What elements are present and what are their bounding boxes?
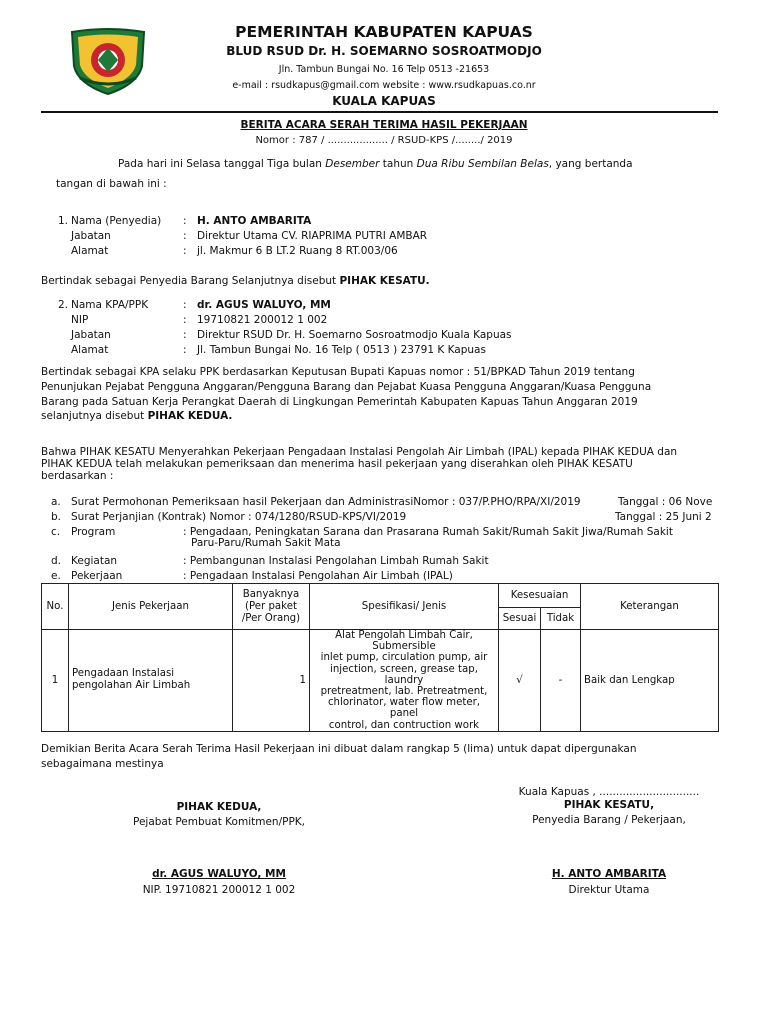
row-tidak: - bbox=[541, 630, 581, 732]
right-sign-role2: Direktur Utama bbox=[568, 884, 650, 896]
party1-colon: : bbox=[183, 245, 187, 257]
row-spesifikasi: Alat Pengolah Limbah Cair, Submersible inlet pump, circulation pump, air injection, screen, grease tap, laundry pretreatment, lab. Pretreatment, chlorinator, water flow meter, panel control, dan contruction work bbox=[310, 630, 499, 732]
party1-alamat: jl. Makmur 6 B LT.2 Ruang 8 RT.003/06 bbox=[197, 245, 398, 257]
party2-role-line: Penunjukan Pejabat Pengguna Anggaran/Pengguna Barang dan Pejabat Kuasa Pengguna Anggaran/Kuasa Pengguna bbox=[41, 381, 652, 393]
header-divider bbox=[41, 111, 718, 113]
ref-date: Tanggal : 25 Juni 2 bbox=[615, 511, 712, 523]
right-sign-role: Penyedia Barang / Pekerjaan, bbox=[532, 814, 686, 826]
intro-line: Pada hari ini Selasa tanggal Tiga bulan Desember tahun Dua Ribu Sembilan Belas, yang bertanda bbox=[118, 158, 633, 170]
header-tidak: Tidak bbox=[541, 608, 581, 630]
header-hospital: BLUD RSUD Dr. H. SOEMARNO SOSROATMODJO bbox=[226, 44, 542, 58]
ref-label: Kegiatan bbox=[71, 555, 118, 567]
ref-text: Surat Perjanjian (Kontrak) Nomor : 074/1280/RSUD-KPS/VI/2019 bbox=[71, 511, 407, 523]
ref-value: : Pembangunan Instalasi Pengolahan Limbah Rumah Sakit bbox=[183, 555, 489, 567]
party2-role-last: selanjutnya disebut PIHAK KEDUA. bbox=[41, 410, 233, 422]
party2-colon: : bbox=[183, 299, 187, 311]
row-sesuai: √ bbox=[499, 630, 541, 732]
party2-nama-label: Nama KPA/PPK bbox=[71, 299, 149, 311]
party2-number: 2. bbox=[58, 299, 69, 311]
left-sign-nip: NIP. 19710821 200012 1 002 bbox=[142, 884, 296, 896]
party1-colon: : bbox=[183, 230, 187, 242]
kabupaten-kapuas-logo-icon bbox=[66, 26, 150, 96]
header-keterangan: Keterangan bbox=[581, 584, 719, 630]
header-sesuai: Sesuai bbox=[499, 608, 541, 630]
ref-letter: c. bbox=[51, 526, 61, 538]
party2-role-line: Barang pada Satuan Kerja Perangkat Daerah di Lingkungan Pemerintah Kabupaten Kapuas Tahun Anggaran 2019 bbox=[41, 396, 638, 408]
party1-number: 1. bbox=[58, 215, 69, 227]
party2-nama: dr. AGUS WALUYO, MM bbox=[197, 299, 331, 311]
header-kesesuaian: Kesesuaian bbox=[499, 584, 581, 608]
ref-value: : Pengadaan Instalasi Pengolahan Air Limbah (IPAL) bbox=[183, 570, 453, 582]
party2-jabatan: Direktur RSUD Dr. H. Soemarno Sosroatmodjo Kuala Kapuas bbox=[197, 329, 512, 341]
party2-nip: 19710821 200012 1 002 bbox=[197, 314, 328, 326]
row-keterangan: Baik dan Lengkap bbox=[581, 630, 719, 732]
party1-alamat-label: Alamat bbox=[71, 245, 109, 257]
left-sign-role: Pejabat Pembuat Komitmen/PPK, bbox=[133, 816, 305, 828]
party2-role-line: Bertindak sebagai KPA selaku PPK berdasarkan Keputusan Bupati Kapuas nomor : 51/BPKAD Tahun 2019 tentang bbox=[41, 366, 635, 378]
right-sign-title: PIHAK KESATU, bbox=[563, 799, 655, 811]
header-no: No. bbox=[42, 584, 69, 630]
ref-date: Tanggal : 06 Nove bbox=[618, 496, 713, 508]
ref-letter: d. bbox=[51, 555, 62, 567]
party1-role: Bertindak sebagai Penyedia Barang Selanjutnya disebut PIHAK KESATU. bbox=[41, 275, 430, 287]
ref-letter: e. bbox=[51, 570, 61, 582]
intro-line2: tangan di bawah ini : bbox=[56, 178, 167, 190]
closing-line: Demikian Berita Acara Serah Terima Hasil Pekerjaan ini dibuat dalam rangkap 5 (lima) untuk dapat dipergunakan bbox=[41, 743, 637, 755]
bahwa-line: Bahwa PIHAK KESATU Menyerahkan Pekerjaan Pengadaan Instalasi Pengolah Air Limbah (IPAL) kepada PIHAK KEDUA dan bbox=[41, 446, 678, 458]
party1-nama: H. ANTO AMBARITA bbox=[197, 215, 312, 227]
ref-label: Pekerjaan bbox=[71, 570, 123, 582]
ref-label: Program bbox=[71, 526, 116, 538]
header-contact: e-mail : rsudkapus@gmail.com website : www.rsudkapuas.co.nr bbox=[232, 80, 536, 91]
header-government: PEMERINTAH KABUPATEN KAPUAS bbox=[235, 23, 533, 41]
row-banyak: 1 bbox=[233, 630, 310, 732]
ref-value-cont: Paru-Paru/Rumah Sakit Mata bbox=[191, 537, 341, 549]
header-address: Jln. Tambun Bungai No. 16 Telp 0513 -21653 bbox=[278, 64, 490, 75]
party2-colon: : bbox=[183, 344, 187, 356]
header-jenis: Jenis Pekerjaan bbox=[69, 584, 233, 630]
header-spesifikasi: Spesifikasi/ Jenis bbox=[310, 584, 499, 630]
document-number: Nomor : 787 / ................... / RSUD-KPS /......../ 2019 bbox=[255, 135, 513, 146]
left-sign-title: PIHAK KEDUA, bbox=[176, 801, 262, 813]
ref-letter: a. bbox=[51, 496, 61, 508]
party1-nama-label: Nama (Penyedia) bbox=[71, 215, 162, 227]
left-sign-name: dr. AGUS WALUYO, MM bbox=[152, 868, 286, 880]
place-date: Kuala Kapuas , .............................. bbox=[518, 786, 700, 798]
ref-text: Surat Permohonan Pemeriksaan hasil Pekerjaan dan AdministrasiNomor : 037/P.PHO/RPA/XI/2019 bbox=[71, 496, 581, 508]
closing-line: sebagaimana mestinya bbox=[41, 758, 164, 770]
party2-alamat: Jl. Tambun Bungai No. 16 Telp ( 0513 ) 23791 K Kapuas bbox=[197, 344, 486, 356]
party2-alamat-label: Alamat bbox=[71, 344, 109, 356]
header-banyak: Banyaknya (Per paket /Per Orang) bbox=[233, 584, 310, 630]
party1-jabatan: Direktur Utama CV. RIAPRIMA PUTRI AMBAR bbox=[197, 230, 428, 242]
right-sign-name: H. ANTO AMBARITA bbox=[551, 868, 667, 880]
row-jenis: Pengadaan Instalasi pengolahan Air Limbah bbox=[69, 630, 233, 732]
party2-colon: : bbox=[183, 314, 187, 326]
bahwa-line: PIHAK KEDUA telah melakukan pemeriksaan dan menerima hasil pekerjaan yang diserahkan oleh PIHAK KESATU bbox=[41, 458, 633, 470]
party1-jabatan-label: Jabatan bbox=[71, 230, 111, 242]
party2-colon: : bbox=[183, 329, 187, 341]
table-row bbox=[42, 630, 719, 732]
bahwa-line: berdasarkan : bbox=[41, 470, 114, 482]
work-table bbox=[41, 583, 719, 732]
ref-value: : Pengadaan, Peningkatan Sarana dan Prasarana Rumah Sakit/Rumah Sakit Jiwa/Rumah Sakit bbox=[183, 526, 673, 538]
row-no: 1 bbox=[42, 630, 69, 732]
party1-colon: : bbox=[183, 215, 187, 227]
ref-letter: b. bbox=[51, 511, 62, 523]
document-title: BERITA ACARA SERAH TERIMA HASIL PEKERJAAN bbox=[240, 119, 528, 131]
header-city: KUALA KAPUAS bbox=[332, 94, 436, 108]
party2-nip-label: NIP bbox=[71, 314, 89, 326]
party2-jabatan-label: Jabatan bbox=[71, 329, 111, 341]
